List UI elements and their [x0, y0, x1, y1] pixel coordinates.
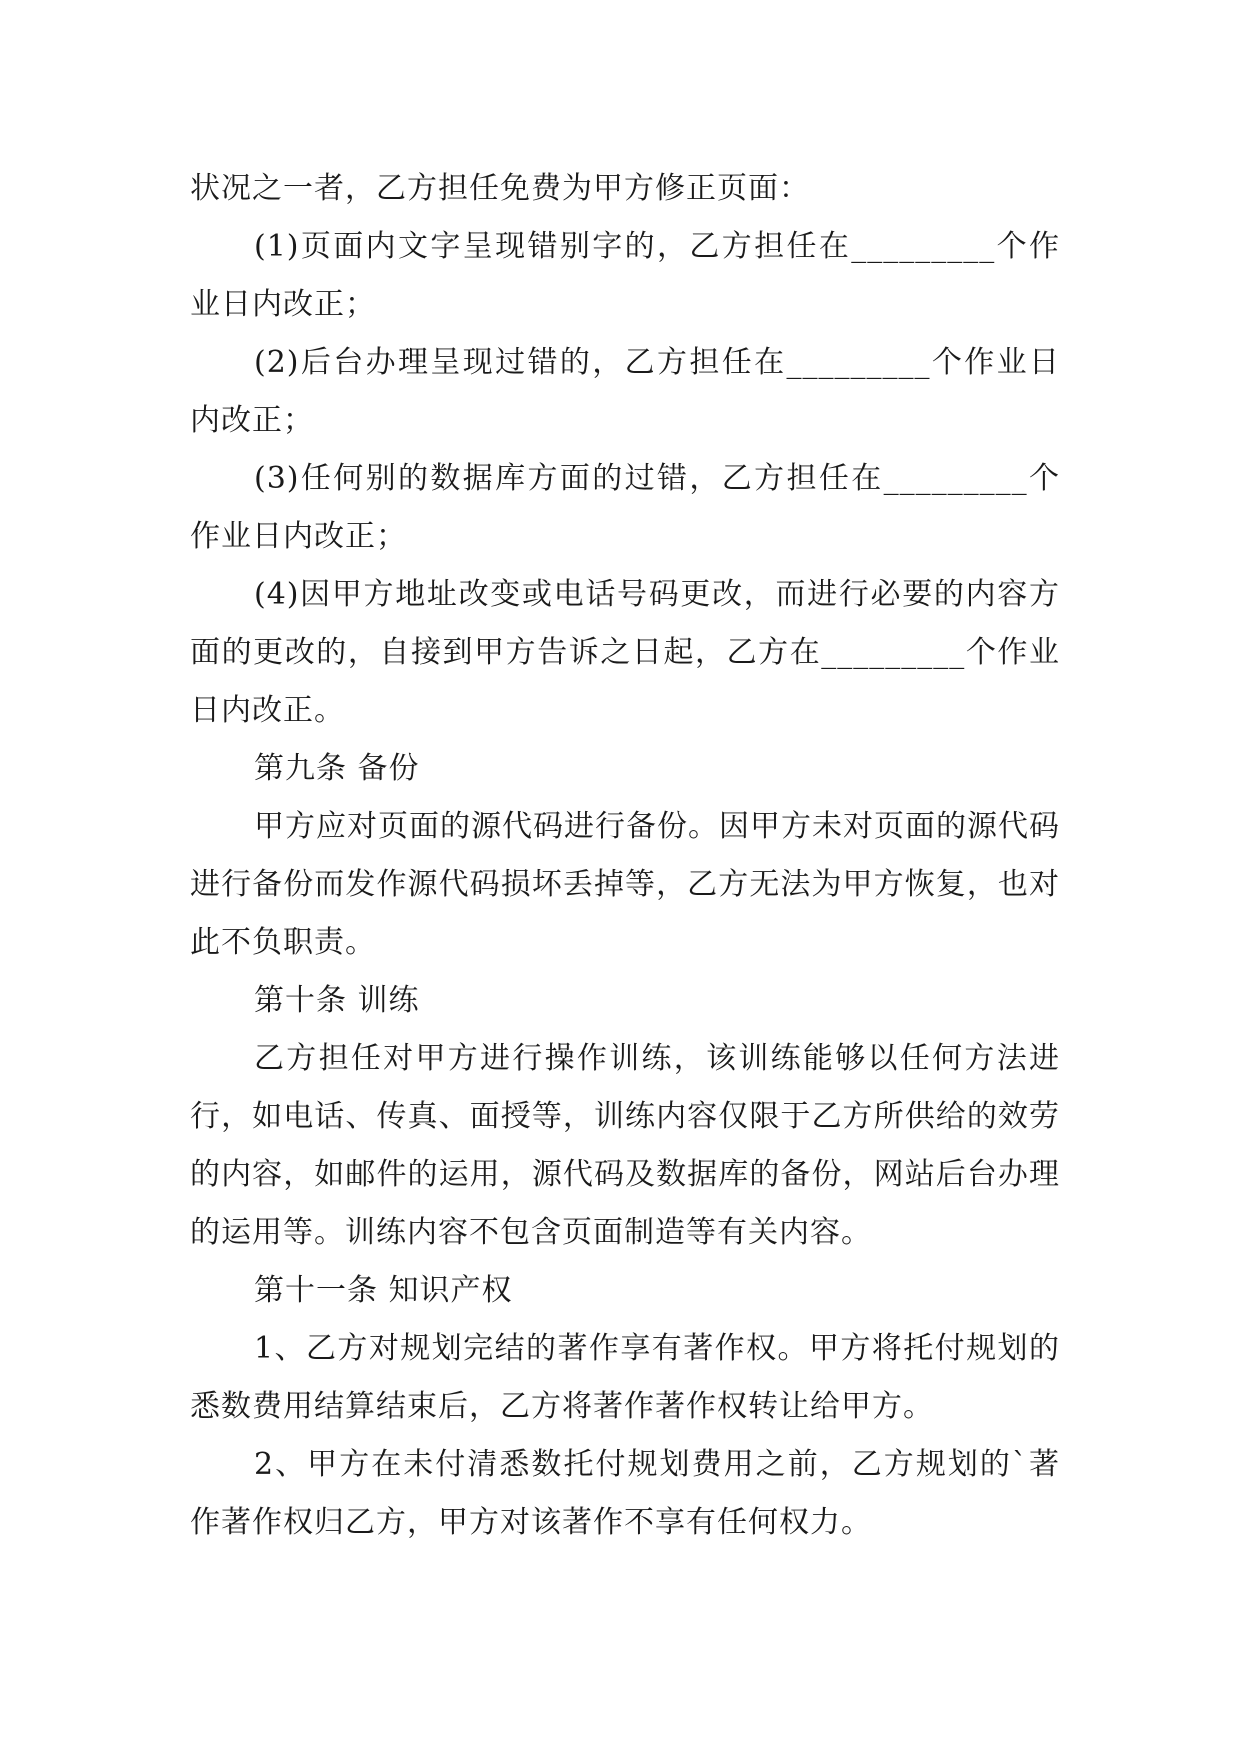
paragraph-1: (1)页面内文字呈现错别字的，乙方担任在_________个作业日内改正； — [190, 229, 1060, 322]
paragraph-4: (4)因甲方地址改变或电话号码更改，而进行必要的内容方面的更改的，自接到甲方告诉之日起，乙方在_________个作业日内改正。 — [190, 577, 1060, 728]
paragraph-10: 1、乙方对规划完结的著作享有著作权。甲方将托付规划的悉数费用结算结束后，乙方将著作著作权转让给甲方。 — [190, 1331, 1060, 1424]
paragraph-2: (2)后台办理呈现过错的，乙方担任在_________个作业日内改正； — [190, 345, 1060, 438]
paragraph-0: 状况之一者，乙方担任免费为甲方修正页面： — [190, 171, 810, 206]
paragraph-3: (3)任何别的数据库方面的过错，乙方担任在_________个作业日内改正； — [190, 461, 1060, 554]
document-body — [190, 160, 1060, 1552]
section-heading-9: 第九条 备份 — [254, 751, 420, 786]
paragraph-8: 乙方担任对甲方进行操作训练，该训练能够以任何方法进行，如电话、传真、面授等，训练内容仅限于乙方所供给的效劳的内容，如邮件的运用，源代码及数据库的备份，网站后台办理的运用等。训练内容不包含页面制造等有关内容。 — [190, 1041, 1060, 1250]
section-heading-10: 第十条 训练 — [254, 983, 420, 1018]
paragraph-11: 2、甲方在未付清悉数托付规划费用之前，乙方规划的`著作著作权归乙方，甲方对该著作不享有任何权力。 — [190, 1447, 1060, 1540]
section-heading-11: 第十一条 知识产权 — [254, 1273, 513, 1308]
paragraph-6: 甲方应对页面的源代码进行备份。因甲方未对页面的源代码进行备份而发作源代码损坏丢掉等，乙方无法为甲方恢复，也对此不负职责。 — [190, 809, 1060, 960]
